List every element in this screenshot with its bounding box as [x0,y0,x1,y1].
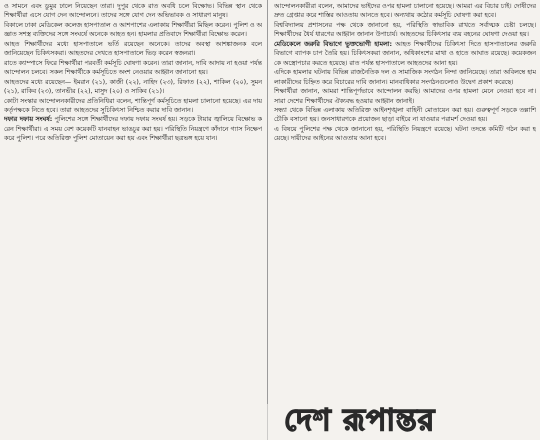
newspaper-logo-watermark [262,404,540,440]
article-paragraph: বিশ্ববিদ্যালয় প্রশাসনের পক্ষ থেকে জানানো হয়, পরিস্থিতি স্বাভাবিক রাখতে সর্বাত্মক চেষ্টা চলছে। শিক্ষার্থীদের ধৈর্য ধারণের আহ্বান জানান উপাচার্য। আহতদের চিকিৎসার ব্যয় বহনের ঘোষণা দেওয়া হয়। [274,21,536,39]
article-text: আহত শিক্ষার্থীদের চিকিৎসা দিতে হাসপাতালের জরুরি বিভাগে ব্যাপক চাপ তৈরি হয়। চিকিৎসকরা জানান, অধিকাংশের মাথা ও হাতে আঘাত রয়েছে। কয়েকজনকে অস্ত্রোপচার করতে হয়েছে। রাত পর্যন্ত হাসপাতালে আহতদের আনা হয়। [274,40,536,67]
article-paragraph: এ বিষয়ে পুলিশের পক্ষ থেকে জানানো হয়, পরিস্থিতি নিয়ন্ত্রণে রয়েছে। ঘটনা তদন্তে কমিটি গঠন করা হয়েছে। দায়ীদের আইনের আওতায় আনা হবে। [274,125,536,143]
subheading: দফার দফায় সংঘর্ষ: [4,116,53,124]
article-column-left [4,2,262,440]
article-paragraph [4,115,262,143]
article-paragraph: আহতদের মধ্যে রয়েছেন— ইমরান (২১), কাজী (২২), নাহিদ (২৩), রিফাত (২২), শাকিল (২০), সুমন (২১), রাকিব (২৩), তানভীর (২২), মাসুদ (২০) ও সাকিব (২১)। [4,78,262,96]
subheading: মেডিকেলে জরুরি বিভাগে ভুক্তভোগী হামলা: [274,40,393,48]
article-paragraph: শিক্ষার্থীরা জানান, আমরা শান্তিপূর্ণভাবে আন্দোলন করছি। আমাদের ওপর হামলা মেনে নেওয়া হবে না। সারা দেশের শিক্ষার্থীদের ঐক্যবদ্ধ হওয়ার আহ্বান জানাই। [274,88,536,105]
article-paragraph: ও সামনে এবং ডুমুর ঢালে নিয়েছেন তারা। দুপুর থেকে রাত অবধি চলে বিক্ষোভ। বিভিন্ন স্থান থেকে শিক্ষার্থীরা এসে যোগ দেন আন্দোলনে। তাদের সঙ্গে যোগ দেন অভিভাবক ও সাধারণ মানুষ। [4,3,262,20]
column-divider [267,0,268,440]
article-paragraph: আহত শিক্ষার্থীদের মধ্যে হাসপাতালে ভর্তি রয়েছেন অনেকে। তাদের অবস্থা আশঙ্কাজনক বলে জানিয়েছেন চিকিৎসকরা। আহতদের দেখতে হাসপাতালে ভিড় করেন স্বজনরা। [4,40,262,58]
article-paragraph: বিকালে ঢাকা মেডিকেল কলেজ হাসপাতাল ও আশপাশের এলাকায় শিক্ষার্থীরা মিছিল করেন। পুলিশ ও অজ্ঞাত সশস্ত্র ব্যক্তিদের সঙ্গে সংঘর্ষে অনেকে আহত হন। হামলার প্রতিবাদে শিক্ষার্থীরা বিক্ষোভ করেন। [4,21,262,39]
article-paragraph: সন্ধ্যা থেকে বিভিন্ন এলাকায় অতিরিক্ত আইনশৃঙ্খলা বাহিনী মোতায়েন করা হয়। গুরুত্বপূর্ণ সড়কে তল্লাশি চৌকি বসানো হয়। জনসাধারণকে প্রয়োজন ছাড়া বাইরে না যাওয়ার পরামর্শ দেওয়া হয়। [274,106,536,124]
watermark-text: দেশ রূপান্তর [284,403,436,438]
article-paragraph: এদিকে হামলার ঘটনায় বিভিন্ন রাজনৈতিক দল ও সামাজিক সংগঠন নিন্দা জানিয়েছে। তারা অবিলম্বে হামলাকারীদের চিহ্নিত করে বিচারের দাবি জানান। মানবাধিকার সংগঠনগুলোও উদ্বেগ প্রকাশ করেছে। [274,69,536,86]
article-paragraph [274,40,536,68]
article-text: পুলিশের সঙ্গে শিক্ষার্থীদের দফায় দফায় সংঘর্ষ হয়। সড়কে টায়ার জ্বালিয়ে বিক্ষোভ করেন শিক্ষার্থীরা। এ সময় বেশ কয়েকটি যানবাহন ভাঙচুর করা হয়। পরিস্থিতি নিয়ন্ত্রণে কাঁদানে গ্যাস নিক্ষেপ করে পুলিশ। পরে অতিরিক্ত পুলিশ মোতায়েন করা হয় এবং শিক্ষার্থীরা ছত্রভঙ্গ হয়ে যান। [4,116,262,143]
article-paragraph: কোটা সংস্কার আন্দোলনকারীদের প্রতিনিধিরা বলেন, শান্তিপূর্ণ কর্মসূচিতে হামলা চালানো হয়েছে। এর দায় কর্তৃপক্ষকে নিতে হবে। তারা আহতদের সুচিকিৎসা নিশ্চিত করার দাবি জানান। [4,97,262,114]
article-column-right [274,2,536,440]
article-paragraph: আন্দোলনকারীরা বলেন, আমাদের ভাইদের ওপর হামলা চালানো হয়েছে। আমরা এর বিচার চাই। দোষীদের দ্রুত গ্রেপ্তার করে শাস্তির আওতায় আনতে হবে। অন্যথায় কঠোর কর্মসূচি ঘোষণা করা হবে। [274,3,536,20]
article-paragraph: রাতে ক্যাম্পাসে ফিরে শিক্ষার্থীরা পরবর্তী কর্মসূচি ঘোষণা করেন। তারা জানান, দাবি আদায় না হওয়া পর্যন্ত আন্দোলন চলবে। সকল শিক্ষার্থীকে কর্মসূচিতে অংশ নেওয়ার আহ্বান জানানো হয়। [4,59,262,77]
